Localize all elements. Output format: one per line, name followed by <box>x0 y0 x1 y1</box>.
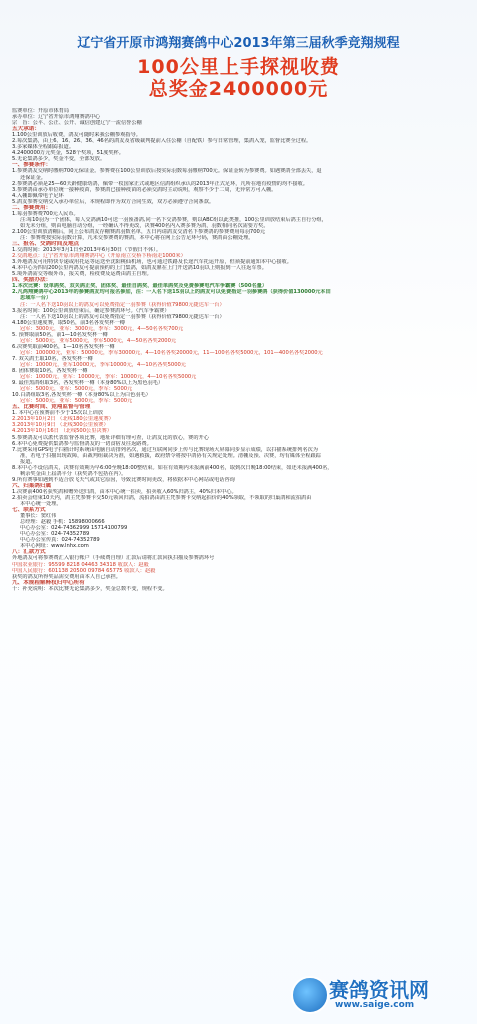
text-line: 2.凡鸿翔赛鸽中心2013年的参赛鸽友均可报名参加，注：一人名下送15羽以上的鸽友可以免费指定一羽参赛鸽（获得价值130000元本田 <box>12 289 331 296</box>
text-line: 注：一人名下送10羽以上的鸽友可以免费指定一羽参赛（获得价值79800元捷达车一台） <box>20 313 225 320</box>
section-heading: 九、本规程解释权归中心所有 <box>12 579 85 586</box>
text-line: 冠军：3000元，亚军：3000元，季军：3000元，4—50名各奖700元 <box>20 325 184 332</box>
text-line: 2.交鸽地点：辽宁省开原市鸿翔赛鸽中心（开原南立交桥下桥南走1000米） <box>12 253 186 260</box>
text-line: 宗 旨：公平、公正、公开、诚信创建辽宁一流信誉公棚 <box>12 120 142 127</box>
text-line: 冠军：10000元，亚军10000元，季军10000元，4—10名各奖5000元 <box>20 361 186 368</box>
text-line: 注：参赛费按实际羽数计算，凡未交参赛费的赛鸽，本中心将在网上公告足环号码，赛鸽由公棚处理。 <box>20 234 254 241</box>
section-heading: 六、归巢鸽归属 <box>12 482 52 489</box>
text-line: 还保证金。 <box>20 174 46 181</box>
text-line: 2.2013年10月2日 （北线180公里速度赛） <box>12 416 114 423</box>
text-line: 9.所有赛事如遇到不适合放飞天气或其它原因，导致比赛时间更改，将依据本中心网站或电话咨询 <box>12 476 235 483</box>
text-line: 2.拍卖会结束10天内，鸽主凭参赛卡交50元领回归鸽，流拍鸽由鸽主凭参赛卡交纳起拍价的40%领取，不领取的归巢鸽和流拍鸽由 <box>12 495 312 501</box>
text-line: 中国人民银行：601138 20500 09784 65775 收款人：赵毅 <box>12 567 156 574</box>
text-line: 4.2013年10月16日 （北线500公里决赛） <box>12 428 112 435</box>
section-heading: 三、报名、交鸽时间及地点 <box>12 241 80 248</box>
text-line: 冠军：10000元，亚军：10000元，季军：10000元，4—10名各奖5000元 <box>20 374 197 381</box>
text-line: 1.参赛鸽友交纳时缴纳700元保证金。参赛费在100公里训放后按实际羽数每羽缴纳700元。保证金转为参赛费。如遇赛鸽全部丢失，退 <box>12 168 322 175</box>
text-line: 7. 双关鸽王取10名，各发奖杯一樽 <box>12 355 93 362</box>
text-line: 8.本中心不设信鸽关，决赛有效期为早6:00至晚18:00整结束。如在有效期内未报满前400名，取到次日晚18:00结束，如还未报满400名， <box>12 464 333 471</box>
text-line: 冠军：5000元，亚军5000元，季军5000元，4—50名各奖2000元 <box>20 337 177 344</box>
watermark <box>291 972 471 1016</box>
text-line: 2.参赛鸽必须是25—60天龄健康幼鸽，佩带一枚国家正式或地区信鸽组织承认的2013年正式足环，凡所在地有疫情的均不接收。 <box>12 180 308 187</box>
text-line: 总经理：赵毅 手机：15898000666 <box>20 519 105 526</box>
section-heading: 五大承诺： <box>12 126 40 133</box>
text-line: 4.180公里速度赛，取50名，前3名各发奖杯一樽 <box>12 319 125 326</box>
text-line: 4.本中心为四周200公里内鸽友可提前预约的上门集鸽，如鸽友鼎在上门开送鸽10羽以上则报到一人往返车票。 <box>12 265 267 272</box>
text-line: 3.多家媒体全程跟踪报道。 <box>12 144 75 151</box>
text-line: 中心办公室：024-74362999 15714100799 <box>20 525 128 532</box>
text-line: 6.本中心免费提供集鸽参与监督鸽友的一切食宿及往返路费。 <box>12 440 152 447</box>
text-line: 3.外地鸽友可用特快专递或用托运等运送至沈阳桃仙机场，也可通过铁路及长途汽车托运开原，但须提前通知本中心接收。 <box>12 259 292 266</box>
watermark-brand: 赛鸽资讯网 <box>329 978 429 1002</box>
text-line: 1. 本中心在预赛前不少于15次以上训放 <box>12 410 104 417</box>
text-line: 监赛单位：开原市体育局 <box>12 108 70 114</box>
regulation-body <box>12 108 470 592</box>
banner-prize-total: 总奖金2400000元 <box>148 78 329 100</box>
text-line: 1.交鸽时间：2013年3月1日至2013年6月30日（节假日不休）。 <box>12 247 162 254</box>
text-line: 2.每次集鸽，由上6、16、26、36、46名的鸽友及省级裁判提前入住公棚（自配铁）参与日常管理，集鸽入笼，监督比赛全过程。 <box>12 138 312 145</box>
text-line: 中心办公室：024-74352789 <box>20 531 90 538</box>
text-line: 报道。 <box>20 458 36 465</box>
text-line: 剩余奖金由上届鸽平分（获奖鸽不包括在内）。 <box>20 470 127 477</box>
text-line: 十：补充说明：本次比赛无论集鸽多少，奖金总数不变，规程不变。 <box>12 585 168 592</box>
text-line: 准，若电子扫描出现故障，由裁判组裁决为准，如遇救援，政府禁令将按中鸽协有关规定处理。清棚及预、决赛，均有媒体全程跟踪 <box>20 452 321 459</box>
text-line: 本中心统一处理。 <box>20 501 62 508</box>
text-line: 10.白鸽组取3名,各发奖杯一樽（本身80%以上为白色羽毛） <box>12 392 151 399</box>
text-line: 4.2400000万元奖金，528个奖项，51度奖杯。 <box>12 150 124 157</box>
text-line: 承办单位：辽宁省开原市鸿翔赛鸽中心 <box>12 114 101 121</box>
section-heading: 七、联系方式 <box>12 507 46 514</box>
text-line: 5.参赛鸽友可以派代表监督各项比赛，地址详细有理可查，让鸽友比的放心，赛的开心 <box>12 434 209 441</box>
section-heading: 二、参赛费用： <box>12 204 52 211</box>
text-line: 1.100公里训放后收费，鸽友可随时来我公棚参观指导。 <box>12 132 141 139</box>
text-line: 本中心网址：www.lnhx.com <box>20 543 89 550</box>
text-line: 2.100公里训放清棚后，同上公布鸽友存棚赛鸽羽数名单，五日内请鸽友交清名下参赛鸽的参赛费用每羽700元 <box>12 228 266 235</box>
text-line: 7.比赛采用GPS电子扫描计时系统由电脑自动排列名次，通过互联网同步上传与比赛现场大屏幕同步显示成绩，以扫描系统排列名次为 <box>12 446 318 453</box>
text-line: 冠军：100000元，亚军：50000元，季军30000元，4—10名各奖20000元，11—100名各奖5000元，101—400名各奖2000元 <box>20 349 323 356</box>
text-line: 3.参赛鸽由承办单位统一接种疫苗，参赛鸽已接种疫苗的必须交鸽时主动说明，观察不少于二周，无异常方可入棚。 <box>12 186 277 193</box>
section-heading: 五、比赛时间、竞翔监督与管理 <box>12 404 91 411</box>
text-line: 获奖的鸽友所得奖品需交费用由本人自己承担。 <box>12 573 121 580</box>
text-line: 4.入棚即佩带电子足环 <box>12 192 64 199</box>
pigeon-logo-icon <box>291 976 329 1014</box>
section-heading: 八：汇款方式 <box>12 549 46 556</box>
text-line: 5. 预赛取前50名，前1—10名发奖杯一樽 <box>12 331 108 338</box>
banner-headline: 100公里上手探视收费 <box>137 56 340 78</box>
text-line: 注：一人名下送10羽以上的鸽友可以免费指定一羽参赛（获得价值79800元捷达车一台） <box>20 301 225 308</box>
text-line: 注:每10羽为一个团体，每人交鸽满10可送一羽预备鸽,同一名下交鸽参赛，则以ABC组以此类推，100公里训放结束后鸽主自行分组， <box>20 216 327 223</box>
text-line: 冠军：5000元，亚军：5000元，季军：5000元 <box>20 386 133 393</box>
text-line: 董事长：窦红伟 <box>20 513 57 520</box>
text-line: 思域车一台） <box>20 295 52 302</box>
text-line: 9. 最佳黑鸽组取3名，各发奖杯一樽（本身80%以上为黑色羽毛） <box>12 380 164 387</box>
text-line: 中国农业银行：95599 8218 04463 34318 收款人：赵毅 <box>12 561 149 568</box>
text-line: 1.每羽参赛费700元人民币。 <box>12 210 79 217</box>
text-line: 5.鸽友参赛交纳交入承办单位后，本规程即作为双方合同生效，双方必须遵守合同条款。 <box>12 198 215 205</box>
text-line: 5.境外鸽需交等级外币，报关费，检疫费及运费由鸽主自理。 <box>12 271 152 278</box>
document-title: 辽宁省开原市鸿翔赛鸽中心2013年第三届秋季竞翔规程 <box>77 36 400 51</box>
text-line: 3.2013年10月9日 （北线300公里预赛） <box>12 422 109 429</box>
text-line: 1.本次比赛：设单鸽奖、双关鸽正奖、团体奖、最佳自鸽奖、最佳单鸽奖及免费参赛电汽车争霸赛（500名量） <box>12 283 268 290</box>
text-line: 6.决赛奖取前400名，1—10名各发奖杯一樽 <box>12 343 115 350</box>
text-line: 外地鸽友可将参赛费汇入银行帐户（手续费自理）汇款后请将汇款回执扫描及参赛鸽环号 <box>12 555 215 562</box>
text-line: 如无未分组，则由电脑自动分组，一经确认不得更改，决赛400名内入赛多赛为鸽，羽数相同名次需要方奖。 <box>20 222 269 229</box>
watermark-url: www.saige.com <box>335 1000 415 1010</box>
text-line: 3.报名时间：100公里训放结束后，确定参赛鸽环号。（汽车争霸赛） <box>12 307 170 314</box>
section-heading: 四、奖励办法： <box>12 277 52 284</box>
section-heading: 一、参赛条件： <box>12 162 52 169</box>
text-line: 5.无论集鸽多少，奖金不变，全部发放。 <box>12 156 106 163</box>
text-line: 冠军：5000元，亚军：5000元，季军：5000元 <box>20 398 133 405</box>
text-line: 8. 团体赛取10名，各发奖杯一樽 <box>12 368 88 375</box>
text-line: 1.决赛前400名获奖鸽和赠外送归鸽，由本中心统一拍卖，拍卖收入60%归鸽主，40%归本中心。 <box>12 488 237 495</box>
text-line: 中心办公室传真：024-74352789 <box>20 537 100 544</box>
